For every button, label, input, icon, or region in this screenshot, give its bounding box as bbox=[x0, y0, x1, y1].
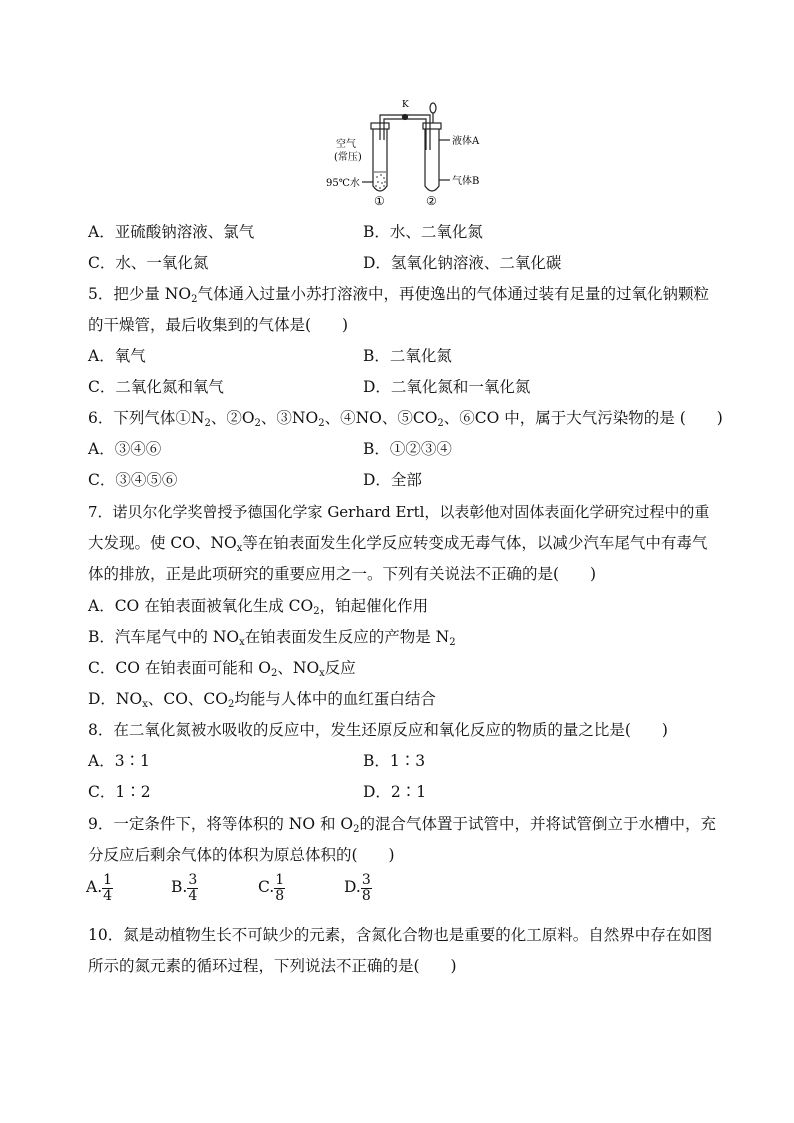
q5-stem-line-2: 的干燥管，最后收集到的气体是( ) bbox=[88, 316, 349, 334]
water-in-tube-1 bbox=[375, 174, 386, 189]
label-tube-2: ② bbox=[426, 194, 437, 208]
q6-option-b: B．①②③④ bbox=[363, 440, 452, 458]
label-liquid-a: 液体A bbox=[452, 136, 480, 147]
q7-stem-line-2: 大发现。使 CO、$NO_x$等在铂表面发生化学反应转变成无毒气体，以减少汽车尾气中有毒气 bbox=[88, 534, 708, 554]
label-water: 95℃水 bbox=[326, 178, 360, 189]
apparatus-figure bbox=[0, 95, 794, 305]
q8-option-c: C．1∶2 bbox=[88, 783, 151, 801]
q9-option-b: B. $\frac{3}{4}$ bbox=[171, 871, 198, 904]
q6-option-d: D．全部 bbox=[363, 471, 422, 489]
label-valve: K bbox=[402, 100, 409, 110]
q6-option-a: A．③④⑥ bbox=[88, 440, 162, 458]
q7-option-a: A．CO 在铂表面被氧化生成 $CO_2$，铂起催化作用 bbox=[88, 597, 429, 617]
q10-stem-line-1: 10．氮是动植物生长不可缺少的元素，含氮化合物也是重要的化工原料。自然界中存在如图 bbox=[88, 926, 713, 944]
q7-option-c: C．CO 在铂表面可能和 $O_2$、$NO_x$反应 bbox=[88, 659, 356, 679]
q10-stem-line-2: 所示的氮元素的循环过程，下列说法不正确的是( ) bbox=[88, 957, 457, 975]
q9-stem-line-1: 9．一定条件下，将等体积的 NO 和 $O_2$的混合气体置于试管中，并将试管倒立于水槽中，充 bbox=[88, 815, 717, 835]
q4-option-b: B．水、二氧化氮 bbox=[363, 223, 483, 241]
q8-option-b: B．1∶3 bbox=[363, 752, 426, 770]
label-gas-b: 气体B bbox=[452, 176, 480, 187]
test-tube-2 bbox=[425, 128, 439, 191]
q8-option-d: D．2∶1 bbox=[363, 783, 427, 801]
label-air-2: (常压) bbox=[334, 152, 362, 163]
label-air-1: 空气 bbox=[336, 139, 356, 150]
q4-option-d: D．氢氧化钠溶液、二氧化碳 bbox=[363, 254, 562, 272]
valve-k bbox=[403, 115, 408, 120]
q5-option-b: B．二氧化氮 bbox=[363, 347, 452, 365]
q7-stem-line-3: 体的排放，正是此项研究的重要应用之一。下列有关说法不正确的是( ) bbox=[88, 565, 597, 583]
label-tube-1: ① bbox=[374, 194, 385, 208]
q6-stem: 6．下列气体$①N_2$、$②O_2$、$③NO_2$、④NO、$⑤CO_2$、⑥CO 中，属于大气污染物的是 ( ) bbox=[88, 409, 723, 429]
q4-option-a: A．亚硫酸钠溶液、氯气 bbox=[88, 223, 255, 241]
q9-option-a: A. $\frac{1}{4}$ bbox=[86, 871, 113, 904]
q7-option-b: B．汽车尾气中的 $NO_x$在铂表面发生反应的产物是 $N_2$ bbox=[88, 628, 456, 648]
q8-stem: 8．在二氧化氮被水吸收的反应中，发生还原反应和氧化反应的物质的量之比是( ) bbox=[88, 721, 668, 739]
q5-option-a: A．氧气 bbox=[88, 347, 146, 365]
q5-option-c: C．二氧化氮和氧气 bbox=[88, 378, 224, 396]
q5-stem-line-1: 5．把少量 $NO_2$气体通入过量小苏打溶液中，再使逸出的气体通过装有足量的过氧化钠颗粒 bbox=[88, 285, 709, 305]
q9-option-c: C. $\frac{1}{8}$ bbox=[258, 871, 285, 904]
q5-option-d: D．二氧化氮和一氧化氮 bbox=[363, 378, 531, 396]
q7-stem-line-1: 7．诺贝尔化学奖曾授予德国化学家 Gerhard Ertl，以表彰他对固体表面化学研究过程中的重 bbox=[88, 503, 710, 521]
q6-option-c: C．③④⑤⑥ bbox=[88, 471, 178, 489]
q7-option-d: D．$NO_x$、CO、$CO_2$均能与人体中的血红蛋白结合 bbox=[88, 690, 436, 710]
q4-option-c: C．水、一氧化氮 bbox=[88, 254, 209, 272]
q9-option-d: D. $\frac{3}{8}$ bbox=[344, 871, 371, 904]
q9-stem-line-2: 分反应后剩余气体的体积为原总体积的( ) bbox=[88, 846, 395, 864]
q8-option-a: A．3∶1 bbox=[88, 752, 150, 770]
